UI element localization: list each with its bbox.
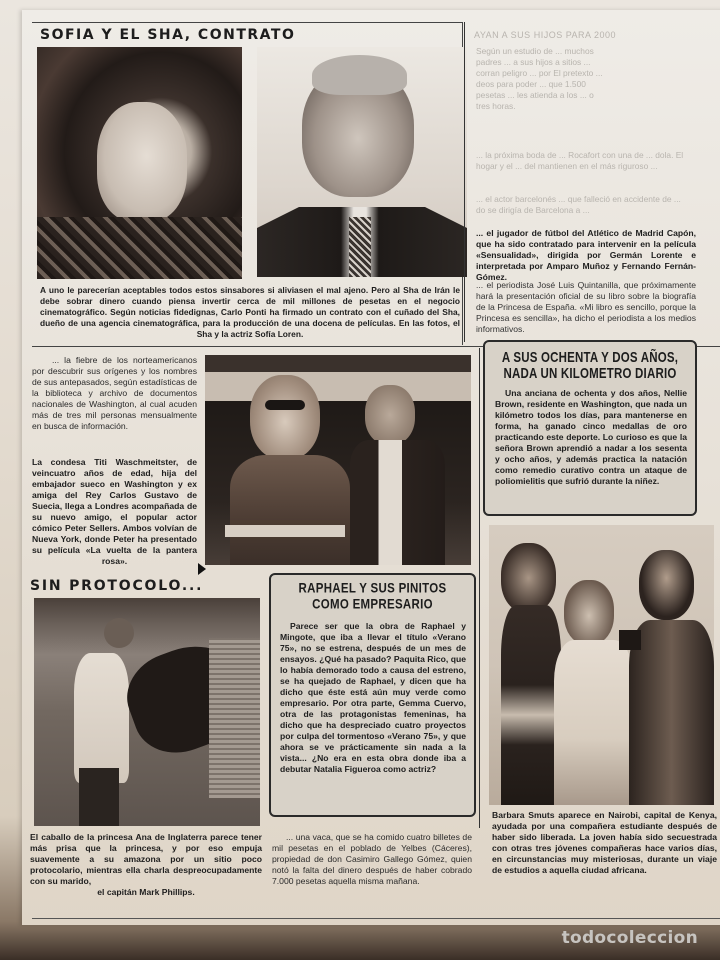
- nellie-text: Una anciana de ochenta y dos años, Nellie Brown, residente en Washington, que nada un kilómetro todos los días, para mantenerse en forma, ha ganado cinco medallas de oro practicando este deporte. Lo curioso es que la señora Brown aprendió a nadar a los sesenta y ocho años, y además practica la natación como remedio curativo contra un ataque de poliomielitis que sufrió durante la niñez.: [495, 388, 687, 486]
- raphael-box: [269, 573, 476, 817]
- condesa-photo: [205, 355, 471, 565]
- sidebar-column: [472, 22, 712, 340]
- roots-article: [32, 355, 197, 432]
- princess-anne-photo: [34, 598, 260, 826]
- sidebar-item-capon: ... el jugador de fútbol del Atlético de Madrid Capón, que ha sido contratado para intervenir en la película «Sensualidad», dirigida por Germán Lorente e interpretada por Amparo Muñoz y Fernando Fernán-Gómez.: [476, 228, 696, 282]
- condesa-text: La condesa Titi Waschmeitster, de veincuatro años de edad, hija del embajador sueco en Washington y ex amiga del Rey Carlos Gustavo de Suecia, llega a Londres acompañada de su nuevo amigo, el popular actor cómico Peter Sellers. Ambos volvían de Nueva York, donde Peter ha presentado su película «La vuelta de la pantera rosa».: [32, 457, 197, 566]
- protocolo-caption-last: el capitán Mark Phillips.: [97, 887, 195, 897]
- bottom-rule: [32, 918, 720, 919]
- nellie-brown-box: [483, 340, 697, 516]
- roots-text: ... la fiebre de los norteamericanos por descubrir sus orígenes y los nombres de sus antepasados, según estadísticas de la biblioteca y archivo de documentos nacionales de Washington, al cual acuden más de tres mil personas mensualmente en busca de información.: [32, 355, 197, 431]
- sidebar-faded-item-1: Según un estudio de ... muchos padres ... a sus hijos a sitios ... corran peligro ... por El pretexto ... deos para poder ... que 1.500 pesetas ... les atienda a los ... o tres horas.: [476, 46, 603, 111]
- sidebar-faded-item-3: ... el actor barcelonés ... que falleció en accidente de ... do se dirigía de Barcelona a ...: [476, 194, 681, 215]
- sha-photo: [257, 47, 467, 277]
- smuts-caption: Barbara Smuts aparece en Nairobi, capital de Kenya, ayudada por una compañera estudiante después de haber sido liberada. La joven había sido secuestrada con otras tres jóvenes compañeras hace varios días, en circunstancias muy misteriosas, durante un viaje de estudios a aquella ciudad africana.: [492, 810, 717, 875]
- sidebar-divider: [464, 22, 465, 342]
- smuts-photo: [489, 525, 714, 805]
- protocolo-caption: [30, 832, 262, 898]
- protocolo-caption-text: El caballo de la princesa Ana de Inglaterra parece tener más prisa que la princesa, y por eso empuja suavemente a su amazona por un sitio poco protocolario, mientras ella charla despreocupadamente con su marido,: [30, 832, 262, 886]
- todocoleccion-watermark: todocoleccion: [561, 928, 698, 948]
- raphael-headline-line2: COMO EMPRESARIO: [312, 597, 433, 613]
- sofia-sha-article: [32, 22, 463, 345]
- raphael-text: Parece ser que la obra de Raphael y Mingote, que iba a llevar el título «Verano 75», no se estrena, después de un mes de ensayos. ¿Qué ha pasado? Paquita Rico, que lo había demorado todo a causa del estreno, se ha quejado de Raphael, y dicen que ha dicho que éste está aún muy verde como empresario. Por otra parte, Gemma Cuervo, otra de las protagonistas femeninas, ha dicho que ha despreciado cuatro proyectos por culpa del tormentoso «Verano 75», y que ahora se ve prácticamente sin nada a la vista... ¿No era en esta obra donde iba a debutar Natalia Figueroa como actriz?: [280, 621, 466, 774]
- sidebar-faded-headline: AYAN A SUS HIJOS PARA 2000: [474, 30, 617, 40]
- nellie-headline-line2: NADA UN KILOMETRO DIARIO: [503, 366, 677, 382]
- condesa-article: [32, 457, 197, 567]
- nellie-headline-line1: A SUS OCHENTA Y DOS AÑOS,: [501, 350, 679, 366]
- sidebar-item-quintanilla: ... el periodista José Luis Quintanilla, que próximamente hará la presentación oficial de su libro sobre la biografía de la Princesa de España. «Mi libro es sencillo, porque la Princesa es sencilla», ha dicho el periodista a los medios informativos.: [476, 280, 696, 334]
- vaca-article-text: ... una vaca, que se ha comido cuatro billetes de mil pesetas en el poblado de Yelbes (Cáceres), propiedad de don Casimiro Gallego Gómez, quien notó la falta del dinero después de haber cobrado 7.000 pesetas aquella misma mañana.: [272, 832, 472, 886]
- raphael-headline-line1: RAPHAEL Y SUS PINITOS: [298, 581, 447, 597]
- protocolo-headline: SIN PROTOCOLO...: [30, 578, 204, 594]
- sofia-loren-photo: [37, 47, 242, 279]
- sidebar-faded-item-2: ... la próxima boda de ... Rocafort con una de ... dola. El hogar y el ... del mantienen en el más riguroso ...: [476, 150, 684, 171]
- column-divider-mid: [479, 348, 480, 828]
- sofia-sha-caption: A uno le parecerían aceptables todos estos sinsabores si aliviasen el mal ajeno. Pero al Sha de Irán le debe sobrar dinero cuando piensa invertir cerca de mil millones de pesetas en el negocio cinematográfico. Según noticias fidedignas, Carlo Ponti ha firmado un contrato con el cuñado del Sha, dueño de una agencia cinematográfica, para la producción de una docena de películas. En las fotos, el Sha y la actriz Sofía Loren.: [40, 285, 460, 339]
- magazine-page: [22, 10, 720, 925]
- sofia-sha-headline: SOFIA Y EL SHA, CONTRATO: [40, 27, 296, 43]
